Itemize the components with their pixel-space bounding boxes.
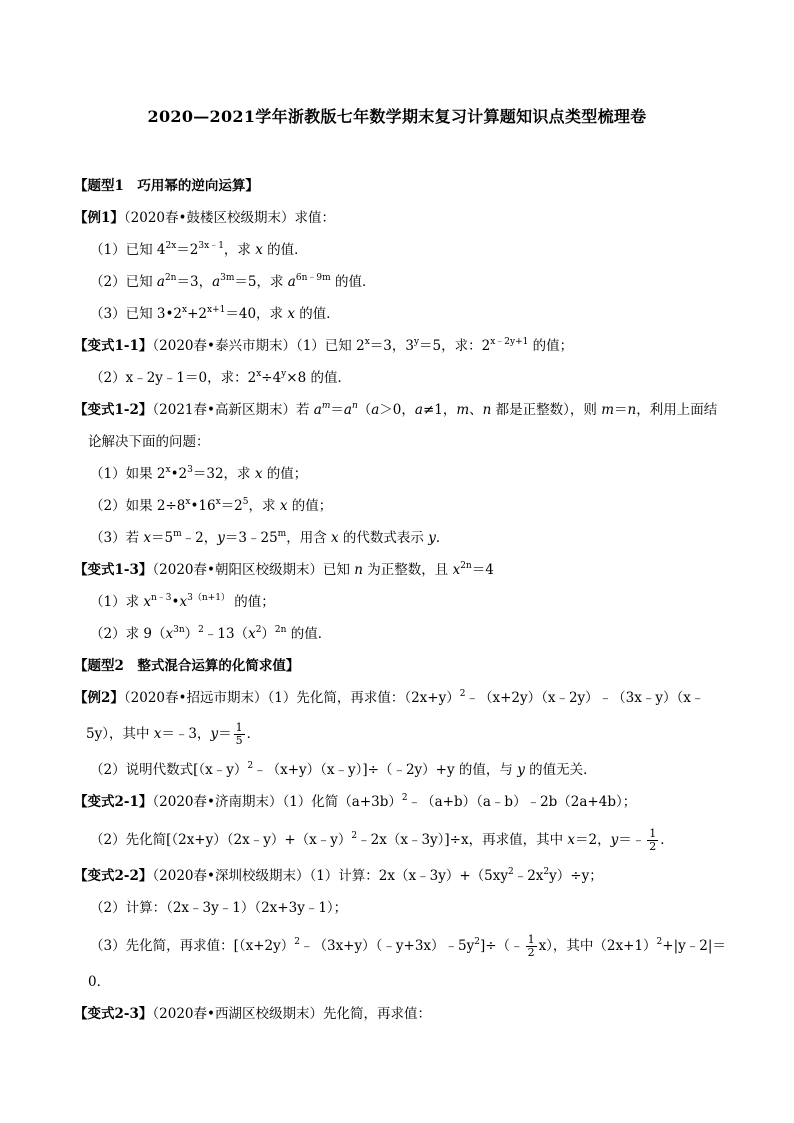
variant-1-2-cont: 论解决下面的问题：: [88, 434, 210, 450]
variant-1-3-q2: （2）求 $9(x^{3n})^2﹣13(x^2)^{2n}$ 的值．: [90, 625, 332, 642]
fraction: $\frac{1}{2}$: [527, 933, 535, 959]
example-2-q2: （2）说明代数式[（x﹣y）$^2$﹣（x+y）（x﹣y）]÷（﹣2y）+y 的值，与 y 的值无关．: [90, 761, 597, 778]
example-2-line: 【例2】（2020春•招远市期末）（1）先化简，再求值：$(2x+y)^2﹣(x+2y)(x﹣2y)﹣(3x﹣y)(x﹣$: [74, 689, 705, 706]
variant-2-2: 【变式2-2】（2020春•深圳校级期末）（1）计算：$2x(x﹣3y)+(5xy^2﹣2x^2y)\div y$；: [74, 867, 603, 884]
example-1-q3: （3）已知 $3•2^x+2^{x+1}=40$，求 x 的值．: [90, 305, 340, 322]
example-2-cont: 5y），其中 x＝﹣3，y＝ $\frac{1}{5}$ ．: [86, 721, 261, 747]
variant-2-1-q2: （2）先化简[（2x+y）（2x﹣y）+（x﹣y）$^2$﹣2x（x﹣3y）]÷x，再求值，其中 x＝2，y＝﹣ $\frac{1}{2}$ ．: [90, 827, 674, 853]
section-heading-type1: 【题型1 巧用幂的逆向运算】: [74, 178, 259, 194]
variant-1-1: 【变式1-1】（2020春•泰兴市期末）（1）已知 $2^x=3$，$3^y=5$，求：$2^{x﹣2y+1}$ 的值；: [74, 337, 574, 354]
variant-1-3-q1: （1）求 $x^{n﹣3}•x^{3(n+1)}$ 的值；: [90, 593, 275, 610]
variant-1-2-q1: （1）如果 $2^x•2^3=32$，求 x 的值；: [90, 465, 308, 482]
example-source: （2020春•鼓楼区校级期末）求值：: [123, 210, 335, 226]
variant-1-2-q2: （2）如果 $2\div 8^x•16^x=2^5$，求 x 的值；: [90, 497, 333, 514]
fraction: $\frac{1}{2}$: [649, 827, 657, 853]
example-label: 【例1】: [74, 210, 124, 226]
example-1-line: [74, 208, 335, 228]
variant-2-2-cont: 0．: [88, 974, 111, 990]
variant-2-2-q3: （3）先化简，再求值：$[(x+2y)^2﹣(3x+y)(﹣y+3x)﹣5y^2]\div(﹣$ $\frac{1}{2}$ x），其中$(2x+1)^2+|y﹣2|=$: [90, 933, 726, 959]
document-title: 2020—2021学年浙教版七年数学期末复习计算题知识点类型梳理卷: [147, 107, 647, 126]
variant-2-2-q2: （2）计算：（2x﹣3y﹣1）（2x+3y﹣1）；: [90, 900, 348, 916]
example-1-q2: （2）已知 $a^{2n}=3$，$a^{3m}=5$，求 $a^{6n﹣9m}$ 的值．: [90, 273, 376, 290]
variant-1-2: 【变式1-2】（2021春•高新区期末）若 $a^m=a^n(a>0$，a≠1，m、n 都是正整数），则 m＝n，利用上面结: [74, 401, 718, 418]
variant-2-3: 【变式2-3】（2020春•西湖区校级期末）先化简，再求值：: [74, 1006, 431, 1022]
variant-1-1-q2: （2）x﹣2y﹣1＝0，求：$2^x\div 4^y\times 8$ 的值．: [90, 369, 351, 386]
variant-1-3: 【变式1-3】（2020春•朝阳区校级期末）已知 n 为正整数，且 $x^{2n}=4$: [74, 561, 494, 578]
variant-1-2-q3: （3）若 $x=5^m﹣2$，$y=3﹣25^m$，用含 x 的代数式表示 y．: [90, 529, 450, 546]
variant-2-1: 【变式2-1】（2020春•济南期末）（1）化简$(a+3b)^2﹣(a+b)(a﹣b)﹣2b(2a+4b)$；: [74, 793, 637, 810]
section-heading-type2: 【题型2 整式混合运算的化简求值】: [74, 658, 300, 674]
fraction: $\frac{1}{5}$: [235, 721, 243, 747]
example-1-q1: （1）已知 $4^{2x}=2^{3x﹣1}$，求 x 的值．: [90, 241, 308, 258]
